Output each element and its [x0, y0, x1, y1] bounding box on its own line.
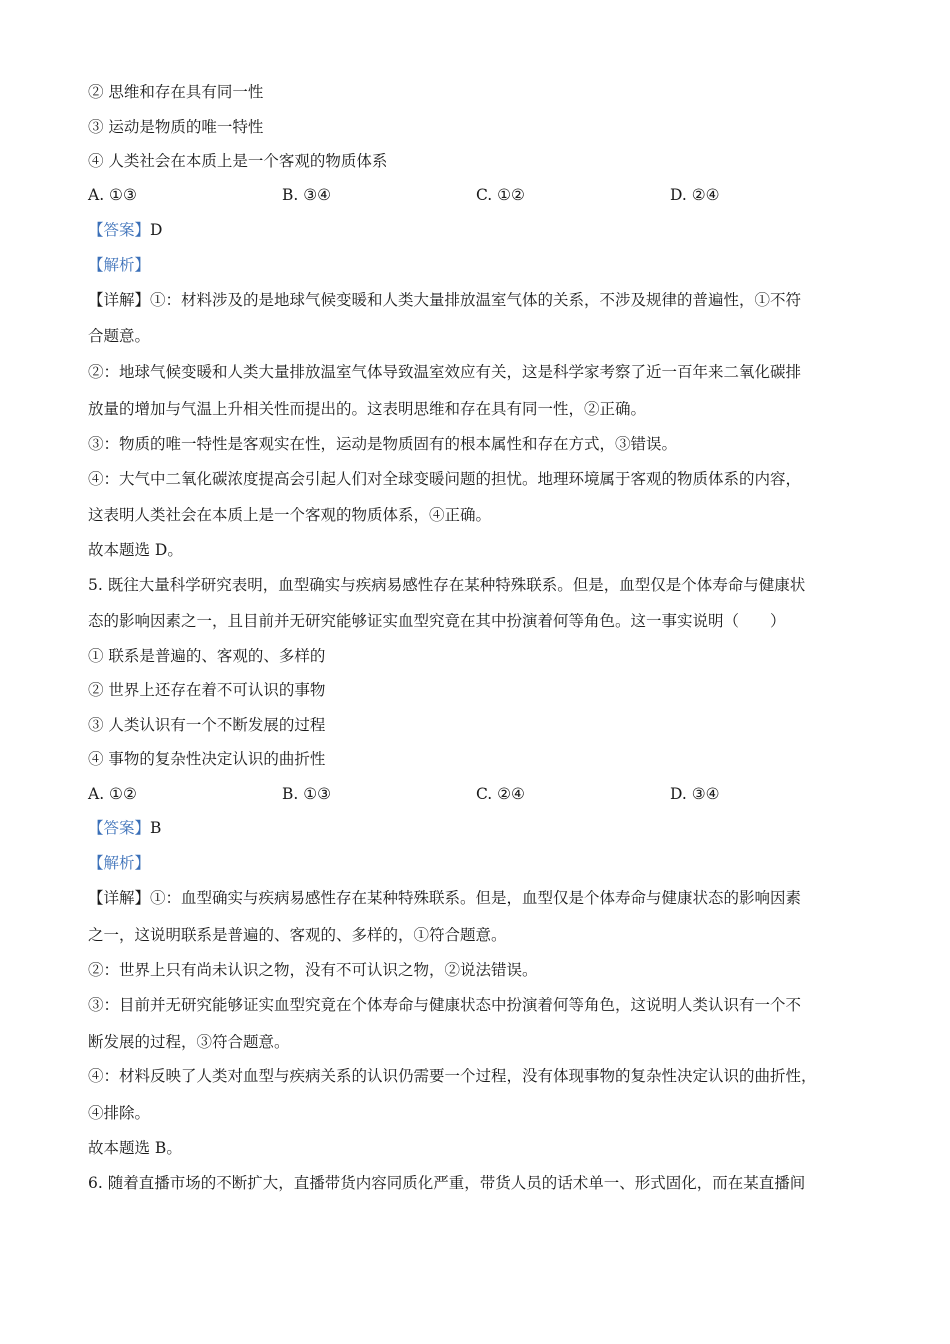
q5-detail-1a-text: ①：血型确实与疾病易感性存在某种特殊联系。但是，血型仅是个体寿命与健康状态的影响因素 [150, 889, 802, 907]
q5-stem-b: 态的影响因素之一，且目前并无研究能够证实血型究竟在其中扮演着何等角色。这一事实说明（ ） [88, 612, 786, 630]
q4-statement-4: ④ 人类社会在本质上是一个客观的物质体系 [88, 152, 388, 170]
q5-detail-4b: ④排除。 [88, 1104, 151, 1122]
q6-stem-a: 6. 随着直播市场的不断扩大，直播带货内容同质化严重，带货人员的话术单一、形式固化，而在某直播间 [88, 1174, 806, 1192]
q4-option-a: A. ①③ [88, 186, 137, 204]
analysis-tag: 【解析】 [88, 256, 151, 274]
q5-statement-1: ① 联系是普遍的、客观的、多样的 [88, 647, 326, 665]
q4-conclusion: 故本题选 D。 [88, 541, 183, 559]
q5-detail-3b: 断发展的过程，③符合题意。 [88, 1033, 290, 1051]
q5-stem-a: 5. 既往大量科学研究表明，血型确实与疾病易感性存在某种特殊联系。但是，血型仅是个体寿命与健康状 [88, 576, 806, 594]
answer-tag: 【答案】 [88, 819, 151, 837]
q5-statement-4: ④ 事物的复杂性决定认识的曲折性 [88, 750, 326, 768]
detail-tag: 【详解】 [88, 889, 151, 907]
answer-value: D [150, 221, 163, 239]
q5-analysis-heading [88, 852, 150, 874]
q5-detail-1a [88, 887, 801, 909]
q4-detail-2b: 放量的增加与气温上升相关性而提出的。这表明思维和存在具有同一性，②正确。 [88, 400, 647, 418]
q4-detail-2a: ②：地球气候变暖和人类大量排放温室气体导致温室效应有关，这是科学家考察了近一百年来二氧化碳排 [88, 363, 802, 381]
q4-detail-4a: ④：大气中二氧化碳浓度提高会引起人们对全球变暖问题的担忧。地理环境属于客观的物质体系的内容， [88, 470, 802, 488]
q4-detail-1a [88, 289, 860, 311]
q5-option-b: B. ①③ [282, 785, 332, 803]
q5-option-a: A. ①② [88, 785, 137, 803]
q4-statement-2: ② 思维和存在具有同一性 [88, 83, 264, 101]
q5-options [88, 783, 868, 805]
answer-value: B [150, 819, 162, 837]
q5-detail-3a: ③：目前并无研究能够证实血型究竟在个体寿命与健康状态中扮演着何等角色，这说明人类认识有一个不 [88, 996, 802, 1014]
q4-analysis-heading [88, 254, 150, 276]
q5-detail-2: ②：世界上只有尚未认识之物，没有不可认识之物，②说法错误。 [88, 961, 538, 979]
q4-option-b: B. ③④ [282, 186, 332, 204]
q5-answer [88, 817, 161, 839]
q5-statement-2: ② 世界上还存在着不可认识的事物 [88, 681, 326, 699]
q5-detail-1b: 之一，这说明联系是普遍的、客观的、多样的，①符合题意。 [88, 926, 507, 944]
q4-option-d: D. ②④ [670, 186, 720, 204]
q4-detail-4b: 这表明人类社会在本质上是一个客观的物质体系，④正确。 [88, 506, 492, 524]
q4-detail-3: ③：物质的唯一特性是客观实在性，运动是物质固有的根本属性和存在方式，③错误。 [88, 435, 678, 453]
analysis-tag: 【解析】 [88, 854, 151, 872]
q4-detail-1a-text: ①：材料涉及的是地球气候变暖和人类大量排放温室气体的关系，不涉及规律的普遍性，①不符 [150, 291, 802, 309]
q4-statement-3: ③ 运动是物质的唯一特性 [88, 118, 264, 136]
q4-option-c: C. ①② [476, 186, 525, 204]
q5-detail-4a: ④：材料反映了人类对血型与疾病关系的认识仍需要一个过程，没有体现事物的复杂性决定认识的曲折性， [88, 1067, 817, 1085]
q5-conclusion: 故本题选 B。 [88, 1139, 182, 1157]
q4-answer [88, 219, 162, 241]
q4-options [88, 184, 868, 206]
q5-option-d: D. ③④ [670, 785, 720, 803]
q5-option-c: C. ②④ [476, 785, 525, 803]
answer-tag: 【答案】 [88, 221, 151, 239]
detail-tag: 【详解】 [88, 291, 151, 309]
q5-statement-3: ③ 人类认识有一个不断发展的过程 [88, 716, 326, 734]
q4-detail-1b: 合题意。 [88, 327, 151, 345]
